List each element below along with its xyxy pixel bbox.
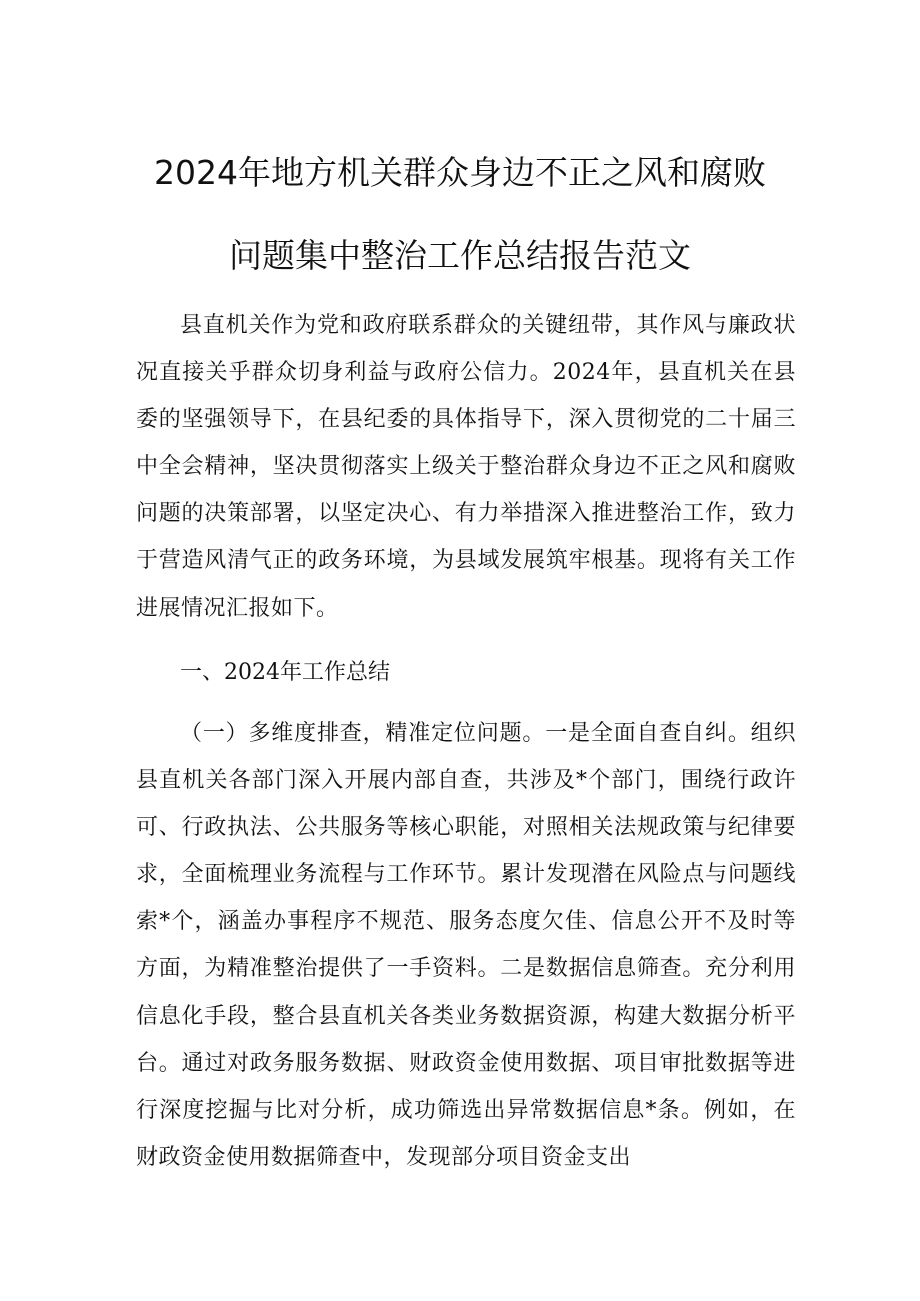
document-title-line-2: 问题集中整治工作总结报告范文 <box>229 236 691 275</box>
document-title-line-1: 2024年地方机关群众身边不正之风和腐败 <box>154 153 766 192</box>
section-heading: 一、2024年工作总结 <box>180 660 390 685</box>
section-paragraph: （一）多维度排查，精准定位问题。一是全面自查自纠。组织县直机关各部门深入开展内部自查，共涉及*个部门，围绕行政许可、行政执法、公共服务等核心职能，对照相关法规政策与纪律要求，全面梳理业务流程与工作环节。累计发现潜在风险点与问题线索*个，涵盖办事程序不规范、服务态度欠佳、信息公开不及时等方面，为精准整治提供了一手资料。二是数据信息筛查。充分利用信息化手段，整合县直机关各类业务数据资源，构建大数据分析平台。通过对政务服务数据、财政资金使用数据、项目审批数据等进行深度挖掘与比对分析，成功筛选出异常数据信息*条。例如，在财政资金使用数据筛查中，发现部分项目资金支出 <box>136 721 796 1170</box>
intro-paragraph: 县直机关作为党和政府联系群众的关键纽带，其作风与廉政状况直接关乎群众切身利益与政府公信力。2024年，县直机关在县委的坚强领导下，在县纪委的具体指导下，深入贯彻党的二十届三中全会精神，坚决贯彻落实上级关于整治群众身边不正之风和腐败问题的决策部署，以坚定决心、有力举措深入推进整治工作，致力于营造风清气正的政务环境，为县域发展筑牢根基。现将有关工作进展情况汇报如下。 <box>136 313 796 621</box>
